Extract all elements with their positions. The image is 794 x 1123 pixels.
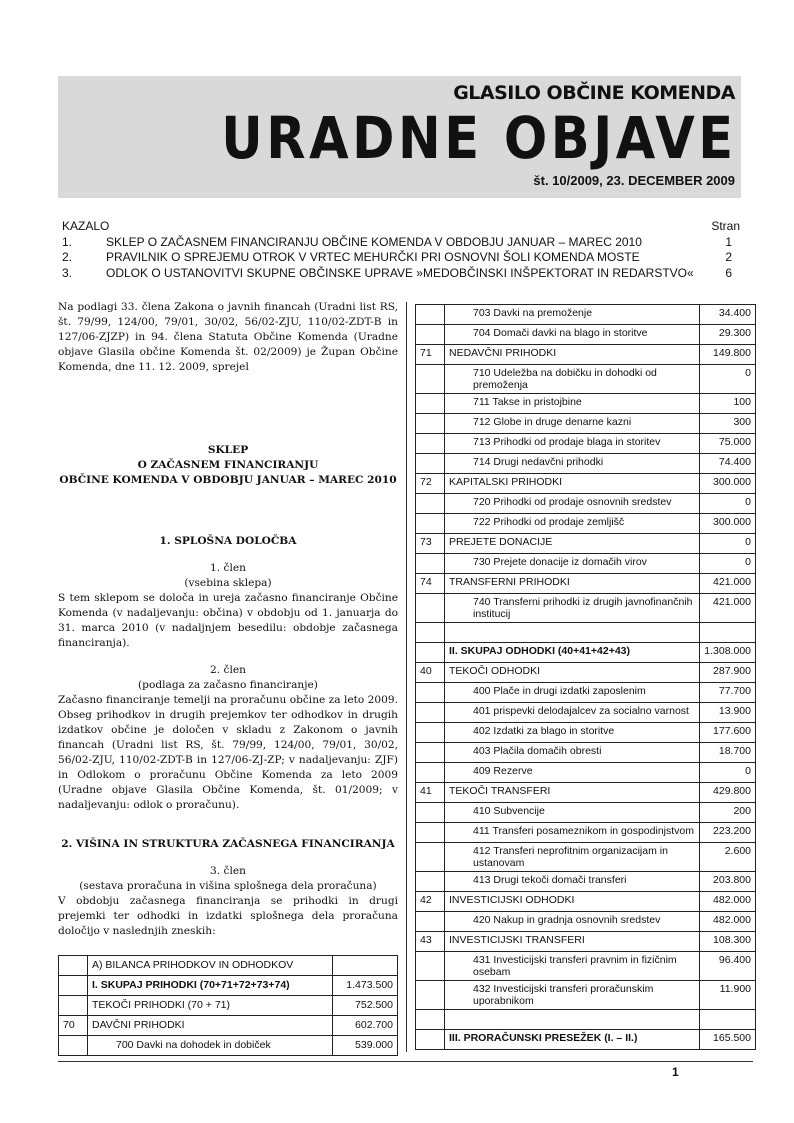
table-row xyxy=(59,976,398,996)
account-label: INVESTICIJSKI TRANSFERI xyxy=(445,932,700,952)
account-code xyxy=(416,952,445,981)
amount: 13.900 xyxy=(700,703,756,723)
account-code xyxy=(416,394,445,414)
amount: 96.400 xyxy=(700,952,756,981)
account-label: 703 Davki na premoženje xyxy=(445,305,700,325)
table-row xyxy=(416,912,756,932)
amount: 539.000 xyxy=(333,1036,398,1056)
account-code xyxy=(59,976,88,996)
account-label: II. SKUPAJ ODHODKI (40+41+42+43) xyxy=(445,643,700,663)
amount: 300 xyxy=(700,414,756,434)
table-row xyxy=(416,743,756,763)
amount: 223.200 xyxy=(700,823,756,843)
account-code xyxy=(416,365,445,394)
account-code xyxy=(416,643,445,663)
toc-item-title[interactable]: ODLOK O USTANOVITVI SKUPNE OBČINSKE UPRAVE »MEDOBČINSKI INŠPEKTORAT IN REDARSTVO« xyxy=(106,265,694,280)
amount: 752.500 xyxy=(333,996,398,1016)
toc-item[interactable] xyxy=(62,250,742,266)
table-row xyxy=(416,414,756,434)
account-label: 714 Drugi nedavčni prihodki xyxy=(445,454,700,474)
sklep-subtitle-2: OBČINE KOMENDA V OBDOBJU JANUAR – MAREC 2010 xyxy=(59,474,397,486)
amount: 203.800 xyxy=(700,872,756,892)
account-code xyxy=(416,981,445,1010)
table-row xyxy=(416,365,756,394)
masthead xyxy=(58,76,741,198)
table-row xyxy=(416,554,756,574)
toc-item-page: 2 xyxy=(725,250,732,264)
article-text: Začasno financiranje temelji na proračunu občine za leto 2009. Obseg prihodkov in drugih prejemkov ter odhodkov in drugih izdatkov občine je določen v skladu z Zakonom o javnih financah (Uradni list RS, št. 79/99, 124/00, 79/01, 30/02, 56/02-ZJU, 110/02-ZDT-B in 127/06-ZJ-ZP; v nadaljevanju: ZJF) in Odlokom o proračunu Občine Komenda za leto 2009 (Uradne objave Glasila Občine Komenda, št. 01/2009; v nadaljevanju: odlok o proračunu). xyxy=(58,694,398,811)
amount: 34.400 xyxy=(700,305,756,325)
amount: 0 xyxy=(700,494,756,514)
amount: 75.000 xyxy=(700,434,756,454)
table-row xyxy=(416,574,756,594)
table-row xyxy=(416,514,756,534)
account-code xyxy=(416,305,445,325)
account-label: 420 Nakup in gradnja osnovnih sredstev xyxy=(445,912,700,932)
toc-header xyxy=(62,219,742,235)
amount: 300.000 xyxy=(700,474,756,494)
table-row xyxy=(416,892,756,912)
toc-item-page: 6 xyxy=(725,265,732,280)
table-row xyxy=(416,952,756,981)
amount: 108.300 xyxy=(700,932,756,952)
account-label: INVESTICIJSKI ODHODKI xyxy=(445,892,700,912)
account-label: 740 Transferni prihodki iz drugih javnofinančnih institucij xyxy=(445,594,700,623)
issue-info: št. 10/2009, 23. DECEMBER 2009 xyxy=(533,173,735,188)
account-label: 401 prispevki delodajalcev za socialno varnost xyxy=(445,703,700,723)
account-code: 70 xyxy=(59,1016,88,1036)
article-text: S tem sklepom se določa in ureja začasno financiranje Občine Komenda (v nadaljevanju: občina) v obdobju od 1. januarja do 31. marca 2010 (v nadaljnjem besedilu: obdobje začasnega financiranja). xyxy=(58,592,398,649)
amount: 1.308.000 xyxy=(700,643,756,663)
account-label: 431 Investicijski transferi pravnim in fizičnim osebam xyxy=(445,952,700,981)
amount: 482.000 xyxy=(700,892,756,912)
account-code xyxy=(416,514,445,534)
toc-item-title[interactable]: PRAVILNIK O SPREJEMU OTROK V VRTEC MEHURČKI PRI OSNOVNI ŠOLI KOMENDA MOSTE xyxy=(106,250,640,264)
amount: 1.473.500 xyxy=(333,976,398,996)
table-row xyxy=(416,434,756,454)
toc-item[interactable] xyxy=(62,235,742,251)
amount: 0 xyxy=(700,554,756,574)
article-subtitle: (podlaga za začasno financiranje) xyxy=(138,679,318,691)
account-label: 710 Udeležba na dobičku in dohodki od premoženja xyxy=(445,365,700,394)
table-row xyxy=(416,872,756,892)
account-label xyxy=(445,623,700,643)
account-label: 411 Transferi posameznikom in gospodinjstvom xyxy=(445,823,700,843)
article-number: 2. člen xyxy=(210,664,246,676)
account-code xyxy=(416,623,445,643)
table-row xyxy=(416,683,756,703)
account-label: KAPITALSKI PRIHODKI xyxy=(445,474,700,494)
table-row xyxy=(59,1016,398,1036)
account-label: 712 Globe in druge denarne kazni xyxy=(445,414,700,434)
table-row xyxy=(416,763,756,783)
account-label: TRANSFERNI PRIHODKI xyxy=(445,574,700,594)
balance-table-left xyxy=(58,955,398,1056)
account-label: I. SKUPAJ PRIHODKI (70+71+72+73+74) xyxy=(88,976,333,996)
account-label: 409 Rezerve xyxy=(445,763,700,783)
toc-item-page: 1 xyxy=(725,234,732,249)
account-label: 704 Domači davki na blago in storitve xyxy=(445,325,700,345)
account-code xyxy=(416,763,445,783)
toc-item-number: 2. xyxy=(62,250,73,264)
account-code xyxy=(416,594,445,623)
table-row xyxy=(416,643,756,663)
right-column xyxy=(415,304,756,1050)
article-number: 1. člen xyxy=(210,562,246,574)
intro-paragraph: Na podlagi 33. člena Zakona o javnih financah (Uradni list RS, št. 79/99, 124/00, 79/01, 30/02, 56/02-ZJU, 110/02-ZDT-B in 127/06-ZJZP) in 94. člena Statuta Občine Komenda (Uradne objave Glasila občine Komenda št. 02/2009) je Župan Občine Komenda, dne 11. 12. 2009, sprejel xyxy=(58,301,398,373)
amount: 421.000 xyxy=(700,594,756,623)
account-code xyxy=(416,494,445,514)
account-code xyxy=(416,1030,445,1050)
account-label: NEDAVČNI PRIHODKI xyxy=(445,345,700,365)
account-code xyxy=(416,414,445,434)
table-row xyxy=(416,703,756,723)
toc-item[interactable] xyxy=(62,266,742,282)
account-label: TEKOČI PRIHODKI (70 + 71) xyxy=(88,996,333,1016)
account-code: 73 xyxy=(416,534,445,554)
amount: 29.300 xyxy=(700,325,756,345)
table-row xyxy=(416,623,756,643)
account-label: PREJETE DONACIJE xyxy=(445,534,700,554)
account-label: 402 Izdatki za blago in storitve xyxy=(445,723,700,743)
amount: 18.700 xyxy=(700,743,756,763)
account-code xyxy=(416,843,445,872)
account-code: 42 xyxy=(416,892,445,912)
account-code xyxy=(416,723,445,743)
account-code xyxy=(416,1010,445,1030)
amount xyxy=(700,623,756,643)
account-code: 41 xyxy=(416,783,445,803)
table-row xyxy=(416,823,756,843)
amount: 602.700 xyxy=(333,1016,398,1036)
amount: 77.700 xyxy=(700,683,756,703)
toc-page-heading: Stran xyxy=(711,219,740,233)
account-code xyxy=(59,1036,88,1056)
table-row xyxy=(416,494,756,514)
toc-item-number: 1. xyxy=(62,234,73,249)
left-column xyxy=(58,300,398,1056)
account-code xyxy=(416,554,445,574)
article-text: V obdobju začasnega financiranja se prihodki in drugi prejemki ter odhodki in izdatki splošnega dela proračuna določijo v naslednjih zneskih: xyxy=(58,895,398,937)
account-label: 711 Takse in pristojbine xyxy=(445,394,700,414)
table-row xyxy=(416,783,756,803)
amount xyxy=(700,1010,756,1030)
account-code xyxy=(59,956,88,976)
table-row xyxy=(416,1010,756,1030)
amount: 421.000 xyxy=(700,574,756,594)
masthead-title: URADNE OBJAVE xyxy=(221,104,737,172)
amount: 429.800 xyxy=(700,783,756,803)
publication-name: GLASILO OBČINE KOMENDA xyxy=(453,82,735,104)
account-label: 413 Drugi tekoči domači transferi xyxy=(445,872,700,892)
account-code xyxy=(416,803,445,823)
table-row xyxy=(416,932,756,952)
account-code: 71 xyxy=(416,345,445,365)
table-row xyxy=(416,843,756,872)
table-row xyxy=(416,981,756,1010)
account-code xyxy=(416,823,445,843)
account-code xyxy=(416,434,445,454)
amount: 287.900 xyxy=(700,663,756,683)
account-label: 403 Plačila domačih obresti xyxy=(445,743,700,763)
column-divider xyxy=(406,302,407,1052)
page-number: 1 xyxy=(672,1065,679,1079)
table-row xyxy=(416,305,756,325)
account-label: 400 Plače in drugi izdatki zaposlenim xyxy=(445,683,700,703)
table-of-contents xyxy=(62,219,742,281)
account-label: A) BILANCA PRIHODKOV IN ODHODKOV xyxy=(88,956,333,976)
amount xyxy=(333,956,398,976)
amount: 0 xyxy=(700,534,756,554)
amount: 100 xyxy=(700,394,756,414)
account-code xyxy=(416,325,445,345)
account-code xyxy=(416,872,445,892)
account-label: TEKOČI ODHODKI xyxy=(445,663,700,683)
sklep-subtitle-1: O ZAČASNEM FINANCIRANJU xyxy=(137,459,319,471)
account-code xyxy=(416,683,445,703)
account-code xyxy=(416,912,445,932)
table-row xyxy=(416,474,756,494)
account-label: 720 Prihodki od prodaje osnovnih sredstev xyxy=(445,494,700,514)
table-row xyxy=(416,594,756,623)
account-code: 74 xyxy=(416,574,445,594)
toc-item-title[interactable]: SKLEP O ZAČASNEM FINANCIRANJU OBČINE KOMENDA V OBDOBJU JANUAR – MAREC 2010 xyxy=(106,234,642,249)
amount: 74.400 xyxy=(700,454,756,474)
amount: 300.000 xyxy=(700,514,756,534)
toc-heading: KAZALO xyxy=(62,219,110,233)
section-heading: 2. VIŠINA IN STRUKTURA ZAČASNEGA FINANCIRANJA xyxy=(61,838,395,850)
article-subtitle: (vsebina sklepa) xyxy=(184,577,272,589)
account-label: 432 Investicijski transferi proračunskim uporabnikom xyxy=(445,981,700,1010)
toc-item-number: 3. xyxy=(62,265,73,280)
table-row xyxy=(416,534,756,554)
account-code: 72 xyxy=(416,474,445,494)
footer-rule xyxy=(58,1061,753,1062)
amount: 11.900 xyxy=(700,981,756,1010)
amount: 482.000 xyxy=(700,912,756,932)
account-code: 40 xyxy=(416,663,445,683)
account-label: III. PRORAČUNSKI PRESEŽEK (I. – II.) xyxy=(445,1030,700,1050)
table-row xyxy=(416,1030,756,1050)
account-label: TEKOČI TRANSFERI xyxy=(445,783,700,803)
amount: 0 xyxy=(700,365,756,394)
account-label: DAVČNI PRIHODKI xyxy=(88,1016,333,1036)
amount: 177.600 xyxy=(700,723,756,743)
table-row xyxy=(416,345,756,365)
table-row xyxy=(59,996,398,1016)
account-label: 410 Subvencije xyxy=(445,803,700,823)
account-label: 713 Prihodki od prodaje blaga in storitev xyxy=(445,434,700,454)
table-row xyxy=(416,663,756,683)
table-row xyxy=(416,723,756,743)
amount: 2.600 xyxy=(700,843,756,872)
section-heading: 1. SPLOŠNA DOLOČBA xyxy=(159,535,297,547)
account-label: 722 Prihodki od prodaje zemljišč xyxy=(445,514,700,534)
amount: 200 xyxy=(700,803,756,823)
table-row xyxy=(416,394,756,414)
table-row xyxy=(59,1036,398,1056)
account-code xyxy=(416,703,445,723)
table-row xyxy=(416,803,756,823)
amount: 149.800 xyxy=(700,345,756,365)
account-code xyxy=(59,996,88,1016)
account-code xyxy=(416,743,445,763)
sklep-title: SKLEP xyxy=(207,444,249,456)
account-label: 412 Transferi neprofitnim organizacijam in ustanovam xyxy=(445,843,700,872)
account-code xyxy=(416,454,445,474)
account-label: 700 Davki na dohodek in dobiček xyxy=(88,1036,333,1056)
article-subtitle: (sestava proračuna in višina splošnega dela proračuna) xyxy=(79,880,377,892)
account-label xyxy=(445,1010,700,1030)
account-code: 43 xyxy=(416,932,445,952)
table-row xyxy=(59,956,398,976)
balance-table-right xyxy=(415,304,756,1050)
article-number: 3. člen xyxy=(210,865,246,877)
account-label: 730 Prejete donacije iz domačih virov xyxy=(445,554,700,574)
table-row xyxy=(416,454,756,474)
amount: 0 xyxy=(700,763,756,783)
amount: 165.500 xyxy=(700,1030,756,1050)
table-row xyxy=(416,325,756,345)
